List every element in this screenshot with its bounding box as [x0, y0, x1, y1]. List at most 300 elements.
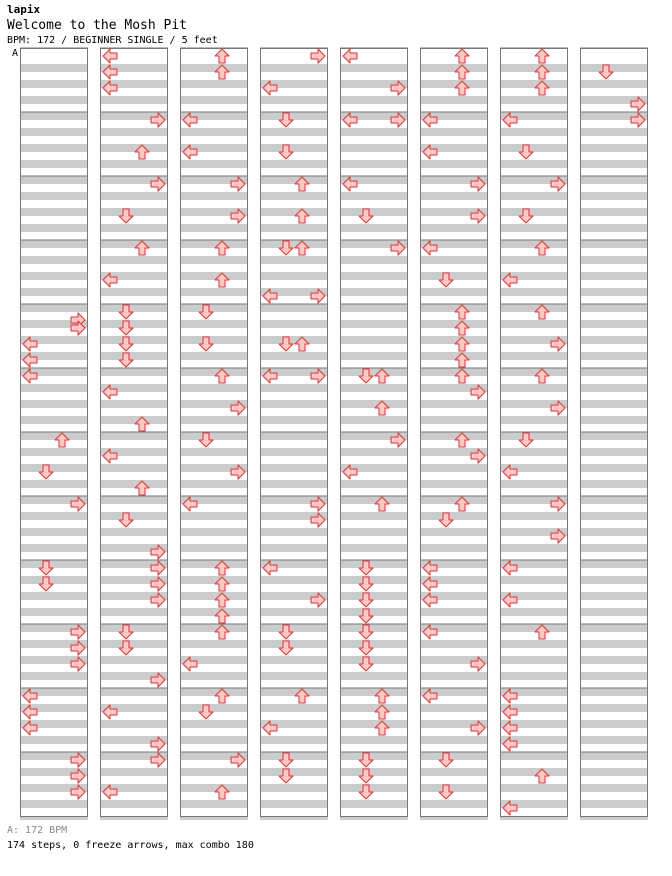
beat-stripe: [180, 608, 248, 616]
beat-stripe: [20, 384, 88, 392]
beat-stripe: [260, 400, 328, 408]
beat-stripe: [580, 288, 648, 296]
beat-stripe: [260, 608, 328, 616]
beat-stripe: [20, 448, 88, 456]
beat-stripe: [500, 144, 568, 152]
beat-stripe: [260, 336, 328, 344]
beat-stripe: [580, 240, 648, 248]
beat-stripe: [340, 608, 408, 616]
beat-stripe: [420, 640, 488, 648]
beat-stripe: [100, 624, 168, 632]
author-name: lapix: [7, 3, 41, 16]
beat-stripe: [180, 784, 248, 792]
beat-stripe: [580, 512, 648, 520]
beat-stripe: [260, 224, 328, 232]
beat-stripe: [500, 64, 568, 72]
beat-stripe: [500, 768, 568, 776]
beat-stripe: [260, 480, 328, 488]
beat-stripe: [260, 160, 328, 168]
beat-stripe: [260, 272, 328, 280]
beat-stripe: [180, 736, 248, 744]
beat-stripe: [100, 528, 168, 536]
beat-stripe: [180, 528, 248, 536]
beat-stripe: [580, 176, 648, 184]
beat-stripe: [500, 224, 568, 232]
beat-stripe: [500, 160, 568, 168]
beat-stripe: [180, 480, 248, 488]
beat-stripe: [340, 96, 408, 104]
beat-stripe: [100, 400, 168, 408]
beat-stripe: [20, 608, 88, 616]
beat-stripe: [340, 448, 408, 456]
beat-stripe: [580, 160, 648, 168]
chart-column: [580, 48, 648, 820]
beat-stripe: [260, 576, 328, 584]
beat-stripe: [180, 128, 248, 136]
beat-stripe: [420, 128, 488, 136]
beat-stripe: [180, 368, 248, 376]
beat-stripe: [100, 304, 168, 312]
beat-stripe: [500, 384, 568, 392]
beat-stripe: [580, 720, 648, 728]
beat-stripe: [260, 416, 328, 424]
beat-stripe: [260, 672, 328, 680]
beat-stripe: [340, 320, 408, 328]
beat-stripe: [580, 272, 648, 280]
beat-stripe: [20, 416, 88, 424]
beat-stripe: [420, 336, 488, 344]
beat-stripe: [500, 368, 568, 376]
beat-stripe: [580, 528, 648, 536]
beat-stripe: [580, 544, 648, 552]
beat-stripe: [260, 144, 328, 152]
beat-stripe: [420, 288, 488, 296]
beat-stripe: [180, 592, 248, 600]
beat-stripe: [100, 480, 168, 488]
beat-stripe: [500, 96, 568, 104]
beat-stripe: [500, 416, 568, 424]
beat-stripe: [100, 768, 168, 776]
beat-stripe: [20, 96, 88, 104]
beat-stripe: [500, 672, 568, 680]
beat-stripe: [260, 64, 328, 72]
beat-stripe: [180, 432, 248, 440]
beat-stripe: [100, 96, 168, 104]
beat-stripe: [580, 432, 648, 440]
arrow-up-icon: [215, 49, 229, 63]
beat-stripe: [20, 480, 88, 488]
beat-stripe: [580, 768, 648, 776]
beat-stripe: [500, 608, 568, 616]
beat-stripe: [500, 512, 568, 520]
beat-stripe: [500, 288, 568, 296]
beat-stripe: [180, 304, 248, 312]
beat-stripe: [180, 288, 248, 296]
beat-stripe: [580, 624, 648, 632]
beat-stripe: [500, 624, 568, 632]
beat-stripe: [260, 704, 328, 712]
beat-stripe: [580, 672, 648, 680]
beat-stripe: [420, 272, 488, 280]
beat-stripe: [180, 384, 248, 392]
beat-stripe: [100, 336, 168, 344]
beat-stripe: [340, 736, 408, 744]
beat-stripe: [20, 64, 88, 72]
beat-stripe: [260, 352, 328, 360]
beat-stripe: [260, 432, 328, 440]
beat-stripe: [180, 320, 248, 328]
beat-stripe: [340, 208, 408, 216]
beat-stripe: [340, 560, 408, 568]
beat-stripe: [580, 352, 648, 360]
beat-stripe: [260, 448, 328, 456]
beat-stripe: [500, 192, 568, 200]
beat-stripe: [580, 688, 648, 696]
chart-column: [180, 48, 248, 820]
beat-stripe: [580, 560, 648, 568]
beat-stripe: [100, 720, 168, 728]
beat-stripe: [340, 784, 408, 792]
beat-stripe: [340, 624, 408, 632]
beat-stripe: [580, 704, 648, 712]
beat-stripe: [340, 416, 408, 424]
beat-stripe: [180, 800, 248, 808]
beat-stripe: [180, 512, 248, 520]
beat-stripe: [580, 608, 648, 616]
beat-stripe: [100, 352, 168, 360]
beat-stripe: [500, 208, 568, 216]
beat-stripe: [580, 592, 648, 600]
beat-stripe: [20, 224, 88, 232]
beat-stripe: [180, 96, 248, 104]
beat-stripe: [100, 496, 168, 504]
beat-stripe: [180, 720, 248, 728]
bpm-note: A: 172 BPM: [7, 825, 68, 836]
beat-stripe: [260, 304, 328, 312]
arrow-up-icon: [455, 49, 469, 63]
beat-stripe: [500, 256, 568, 264]
beat-stripe: [20, 112, 88, 120]
beat-stripe: [100, 208, 168, 216]
beat-stripe: [180, 160, 248, 168]
arrow-up-icon: [535, 49, 549, 63]
beat-stripe: [580, 800, 648, 808]
beat-stripe: [260, 96, 328, 104]
beat-stripe: [260, 192, 328, 200]
beat-stripe: [420, 704, 488, 712]
beat-stripe: [500, 320, 568, 328]
beat-stripe: [100, 224, 168, 232]
beat-stripe: [260, 656, 328, 664]
arrow-right-icon: [311, 49, 325, 63]
beat-stripe: [20, 272, 88, 280]
beat-stripe: [180, 688, 248, 696]
beat-stripe: [580, 64, 648, 72]
beat-stripe: [420, 512, 488, 520]
arrow-left-icon: [103, 49, 117, 63]
beat-stripe: [180, 64, 248, 72]
beat-stripe: [340, 576, 408, 584]
bpm-marker: A: [12, 48, 19, 59]
beat-stripe: [260, 128, 328, 136]
beat-stripe: [420, 608, 488, 616]
beat-stripe: [20, 592, 88, 600]
beat-stripe: [260, 384, 328, 392]
beat-stripe: [340, 512, 408, 520]
beat-stripe: [580, 336, 648, 344]
beat-stripe: [340, 128, 408, 136]
beat-stripe: [260, 768, 328, 776]
beat-stripe: [340, 592, 408, 600]
beat-stripe: [340, 752, 408, 760]
beat-stripe: [20, 80, 88, 88]
beat-stripe: [580, 480, 648, 488]
beat-stripe: [340, 688, 408, 696]
beat-stripe: [100, 128, 168, 136]
beat-stripe: [500, 80, 568, 88]
beat-stripe: [20, 800, 88, 808]
beat-stripe: [100, 512, 168, 520]
beat-stripe: [260, 528, 328, 536]
beat-stripe: [500, 304, 568, 312]
beat-stripe: [260, 256, 328, 264]
beat-stripe: [420, 64, 488, 72]
beat-stripe: [580, 128, 648, 136]
beat-stripe: [260, 736, 328, 744]
beat-stripe: [580, 208, 648, 216]
beat-stripe: [20, 176, 88, 184]
beat-stripe: [180, 640, 248, 648]
beat-stripe: [580, 576, 648, 584]
beat-stripe: [340, 256, 408, 264]
beat-stripe: [340, 496, 408, 504]
beat-stripe: [420, 752, 488, 760]
beat-stripe: [420, 416, 488, 424]
beat-stripe: [580, 256, 648, 264]
chart-column: [20, 48, 88, 820]
beat-stripe: [580, 640, 648, 648]
beat-stripe: [340, 336, 408, 344]
beat-stripe: [20, 736, 88, 744]
beat-stripe: [420, 224, 488, 232]
beat-stripe: [100, 800, 168, 808]
beat-stripe: [420, 784, 488, 792]
beat-stripe: [100, 656, 168, 664]
beat-stripe: [580, 304, 648, 312]
beat-stripe: [420, 672, 488, 680]
beat-stripe: [20, 576, 88, 584]
beat-stripe: [100, 144, 168, 152]
beat-stripe: [180, 240, 248, 248]
beat-stripe: [340, 272, 408, 280]
beat-stripe: [20, 256, 88, 264]
chart-column: [420, 48, 488, 820]
beat-stripe: [340, 160, 408, 168]
beat-stripe: [340, 144, 408, 152]
beat-stripe: [420, 96, 488, 104]
beat-stripe: [500, 240, 568, 248]
beat-stripe: [580, 448, 648, 456]
beat-stripe: [420, 528, 488, 536]
beat-stripe: [100, 608, 168, 616]
beat-stripe: [260, 624, 328, 632]
beat-stripe: [580, 80, 648, 88]
beat-stripe: [180, 704, 248, 712]
beat-stripe: [580, 784, 648, 792]
beat-stripe: [340, 528, 408, 536]
beat-stripe: [420, 400, 488, 408]
beat-stripe: [340, 352, 408, 360]
beat-stripe: [20, 208, 88, 216]
beat-stripe: [20, 512, 88, 520]
beat-stripe: [580, 656, 648, 664]
beat-stripe: [500, 544, 568, 552]
beat-stripe: [100, 464, 168, 472]
beat-stripe: [500, 352, 568, 360]
beat-stripe: [340, 384, 408, 392]
beat-stripe: [20, 560, 88, 568]
beat-stripe: [340, 304, 408, 312]
beat-stripe: [340, 64, 408, 72]
beat-stripe: [340, 704, 408, 712]
beat-stripe: [100, 320, 168, 328]
beat-stripe: [580, 144, 648, 152]
beat-stripe: [260, 320, 328, 328]
beat-stripe: [180, 416, 248, 424]
beat-stripe: [420, 432, 488, 440]
beat-stripe: [100, 432, 168, 440]
beat-stripe: [420, 736, 488, 744]
step-stats: 174 steps, 0 freeze arrows, max combo 180: [7, 840, 254, 851]
beat-stripe: [500, 784, 568, 792]
beat-stripe: [580, 368, 648, 376]
beat-stripe: [420, 160, 488, 168]
beat-stripe: [20, 304, 88, 312]
beat-stripe: [340, 288, 408, 296]
chart-column: [260, 48, 328, 820]
beat-stripe: [420, 256, 488, 264]
beat-stripe: [20, 160, 88, 168]
beat-stripe: [420, 304, 488, 312]
beat-stripe: [20, 400, 88, 408]
beat-stripe: [180, 336, 248, 344]
chart-info: BPM: 172 / BEGINNER SINGLE / 5 feet: [7, 35, 218, 46]
beat-stripe: [340, 656, 408, 664]
beat-stripe: [420, 544, 488, 552]
arrow-left-icon: [343, 49, 357, 63]
beat-stripe: [180, 768, 248, 776]
beat-stripe: [500, 640, 568, 648]
beat-stripe: [260, 176, 328, 184]
beat-stripe: [20, 432, 88, 440]
beat-stripe: [20, 128, 88, 136]
beat-stripe: [260, 464, 328, 472]
beat-stripe: [420, 496, 488, 504]
beat-stripe: [20, 528, 88, 536]
beat-stripe: [580, 752, 648, 760]
beat-stripe: [20, 672, 88, 680]
beat-stripe: [180, 224, 248, 232]
beat-stripe: [260, 112, 328, 120]
beat-stripe: [580, 320, 648, 328]
beat-stripe: [340, 480, 408, 488]
beat-stripe: [180, 192, 248, 200]
chart-column: [500, 48, 568, 820]
beat-stripe: [260, 784, 328, 792]
beat-stripe: [580, 416, 648, 424]
beat-stripe: [500, 128, 568, 136]
beat-stripe: [260, 208, 328, 216]
beat-stripe: [420, 464, 488, 472]
beat-stripe: [420, 368, 488, 376]
beat-stripe: [260, 240, 328, 248]
beat-stripe: [340, 192, 408, 200]
beat-stripe: [260, 640, 328, 648]
beat-stripe: [180, 576, 248, 584]
beat-stripe: [260, 800, 328, 808]
beat-stripe: [100, 288, 168, 296]
beat-stripe: [340, 400, 408, 408]
beat-stripe: [180, 560, 248, 568]
beat-stripe: [20, 240, 88, 248]
beat-stripe: [580, 464, 648, 472]
beat-stripe: [580, 224, 648, 232]
beat-stripe: [100, 256, 168, 264]
beat-stripe: [20, 144, 88, 152]
beat-stripe: [20, 288, 88, 296]
beat-stripe: [20, 192, 88, 200]
beat-stripe: [340, 368, 408, 376]
beat-stripe: [420, 320, 488, 328]
beat-stripe: [340, 224, 408, 232]
beat-stripe: [420, 800, 488, 808]
beat-stripe: [180, 624, 248, 632]
beat-stripe: [100, 368, 168, 376]
beat-stripe: [420, 480, 488, 488]
beat-stripe: [500, 752, 568, 760]
beat-stripe: [260, 688, 328, 696]
beat-stripe: [180, 544, 248, 552]
beat-stripe: [20, 464, 88, 472]
beat-stripe: [500, 576, 568, 584]
beat-stripe: [100, 192, 168, 200]
beat-stripe: [340, 800, 408, 808]
beat-stripe: [180, 256, 248, 264]
beat-stripe: [580, 400, 648, 408]
beat-stripe: [500, 656, 568, 664]
beat-stripe: [100, 240, 168, 248]
beat-stripe: [580, 736, 648, 744]
chart-column: [100, 48, 168, 820]
beat-stripe: [100, 688, 168, 696]
beat-stripe: [100, 160, 168, 168]
beat-stripe: [180, 352, 248, 360]
song-title: Welcome to the Mosh Pit: [7, 18, 188, 33]
beat-stripe: [100, 640, 168, 648]
beat-stripe: [180, 80, 248, 88]
beat-stripe: [420, 80, 488, 88]
beat-stripe: [580, 384, 648, 392]
beat-stripe: [340, 720, 408, 728]
beat-stripe: [20, 544, 88, 552]
beat-stripe: [340, 640, 408, 648]
beat-stripe: [420, 192, 488, 200]
beat-stripe: [580, 192, 648, 200]
beat-stripe: [100, 416, 168, 424]
beat-stripe: [260, 544, 328, 552]
beat-stripe: [500, 480, 568, 488]
beat-stripe: [180, 448, 248, 456]
